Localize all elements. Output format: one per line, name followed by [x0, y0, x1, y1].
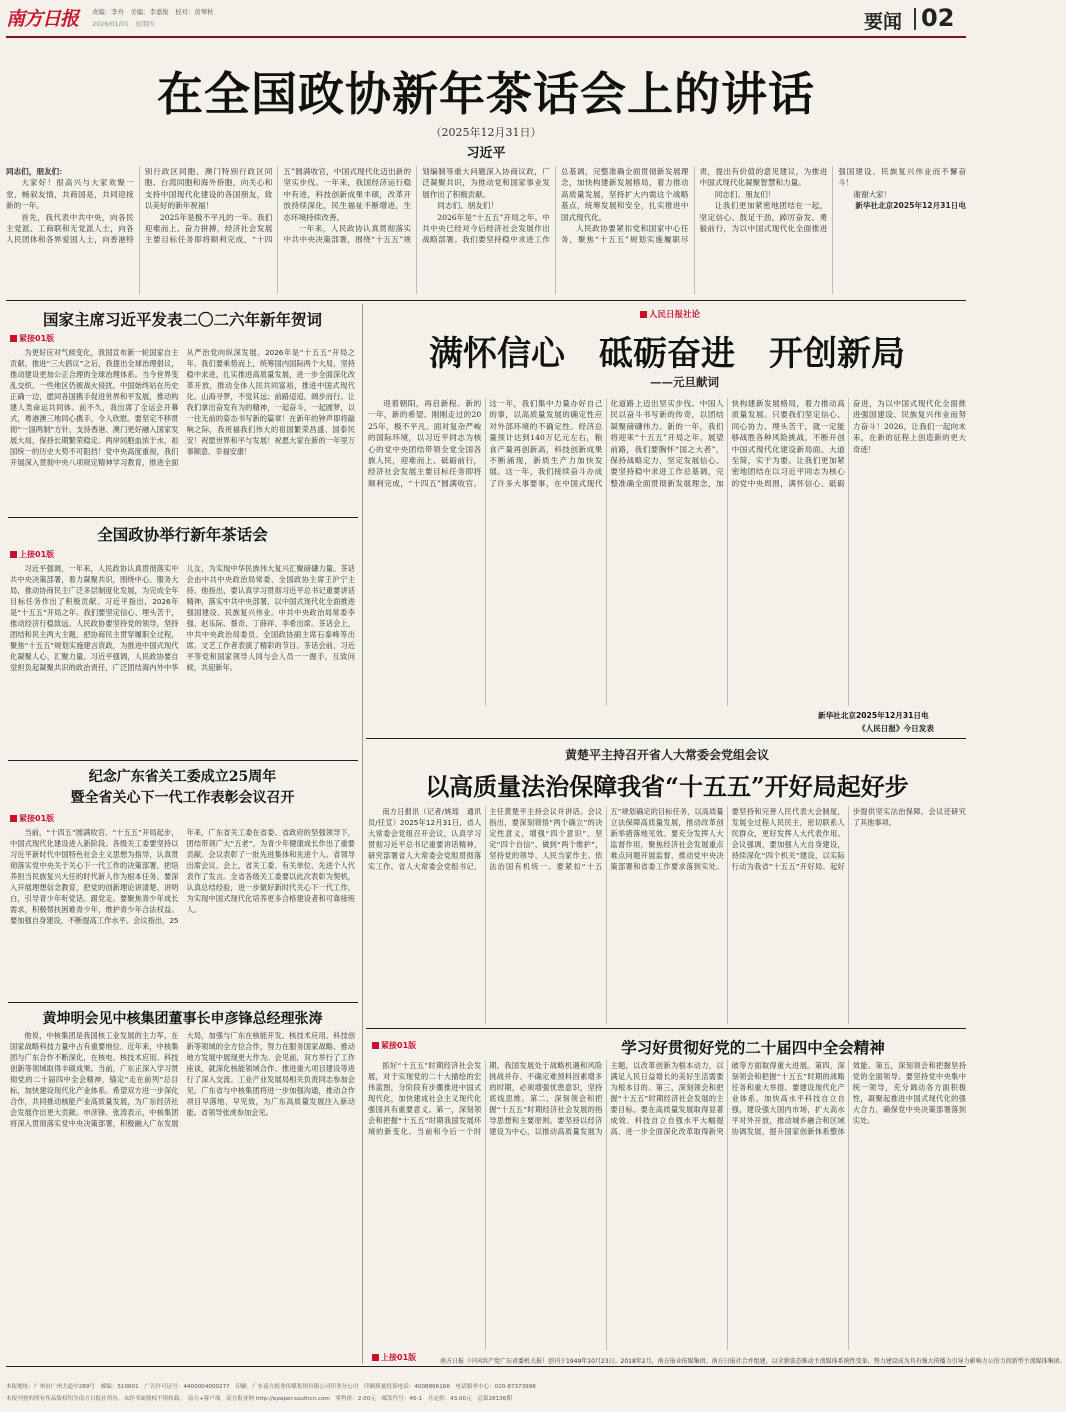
footer-line2: 本报刊登的所有作品版权均为南方日报社所有，未经书面授权不得转载。 南方+客户端 南方报业网 http://epaper.southcn.com 零售价：2.00元 邮发代号：45-1 月定价：43.00元 总第28136期: [6, 1396, 512, 1402]
story-tea-party-body: 习近平强调，一年来，人民政协认真贯彻落实中共中央决策部署，着力凝聚共识，围绕中心、服务大局，推动协商民主广泛多层制度化发展，为完成全年目标任务作出了积极贡献。习近平指出，2026年是“十五五”开局之年。我们要坚定信心、埋头苦干，推动经济行稳致远。人民政协要坚持党的领导，坚持团结和民主两大主题，把协商民主贯穿履职全过程，聚焦“十五五”规划实施建言资政，为推进中国式现代化凝聚人心、汇聚力量。习近平强调，人民政协要自觉担负起凝聚共识的政治责任，广泛团结海内外中华儿女，为实现中华民族伟大复兴汇聚磅礴力量。茶话会由中共中央政治局常委、全国政协主席王沪宁主持。他指出，要认真学习贯彻习近平总书记重要讲话精神，落实中共中央部署，以中国式现代化全面推进强国建设、民族复兴伟业。中共中央政治局常委李强、赵乐际、蔡奇、丁薛祥、李希出席。茶话会上，中共中央政治局委员、全国政协副主席石泰峰等出席。文艺工作者表演了精彩的节目。茶话会前，习近平等党和国家领导人同与会人员一一握手，互致问候，共迎新年。: [10, 564, 355, 672]
lead-paragraph: 一年来，人民政协认真贯彻落实中共中央决策部署，围绕“十五五”规划编制等重大问题深入协商议政，广泛凝聚共识，为推动党和国家事业发展作出了积极贡献。: [283, 167, 550, 245]
tag-square-icon: [372, 1354, 379, 1361]
footer-line1: 本报地址：广州市广州大道中289号 邮编：510601 广告许可证号：4400004000277 印刷：广东南方报业传媒集团有限公司印务分公司 印刷质量投诉电话：4008866166 电话服务中心：020-87373998: [6, 1384, 536, 1390]
jump-tag: 紧接01版: [10, 813, 54, 824]
tag-square-icon: [10, 551, 17, 558]
lead-body: [6, 166, 966, 294]
tag-square-icon: [640, 311, 647, 318]
lead-bottom-rule: [6, 300, 966, 301]
story-divider: [8, 1002, 358, 1003]
editorial-source-tag: 人民日报社论: [640, 308, 700, 320]
masthead-date: 2026/01/01 星期四: [92, 20, 155, 28]
editorial-body: 迎着朝阳，再启新程。新的一年，新的希望。刚刚走过的2025年，极不平凡。面对复杂严峻的国际环境，以习近平同志为核心的党中央团结带领全党全国各族人民，迎难而上、砥砺前行，经济社会发展主要目标任务即将顺利完成，“十四五”圆满收官。这一年，我们集中力量办好自己的事，以高质量发展的确定性应对外部环境的不确定性。经济总量预计达到140万亿元左右，粮食产量再创新高，科技创新成果不断涌现，新质生产力加快发展。这一年，我们接续奋斗办成了许多大事要事，在中国式现代化道路上迈出坚实步伐。中国人民以奋斗书写新的传奇，以团结凝聚磅礴伟力。新的一年，我们将迎来“十五五”开局之年。展望前路，我们要胸怀“国之大者”，保持战略定力，坚定发展信心。要坚持稳中求进工作总基调，完整准确全面贯彻新发展理念，加快构建新发展格局，着力推动高质量发展。只要我们坚定信心、同心协力、埋头苦干，就一定能够战胜各种风险挑战，不断开创中国式现代化建设新局面。大道至简，实干为要。让我们更加紧密地团结在以习近平同志为核心的党中央周围，满怀信心、砥砺奋进，为以中国式现代化全面推进强国建设、民族复兴伟业而努力奋斗！2026，让我们一起向未来，在新的征程上创造新的更大奇迹！: [368, 399, 966, 488]
legal-body: 南方日报讯（记者/姚瑶 通讯员/任宣）2025年12月31日，省人大常委会党组召开会议，认真学习贯彻习近平总书记重要讲话精神，研究部署省人大常委会党组贯彻落实工作。省人大常委会党组书记、主任黄楚平主持会议并讲话。会议指出，要深刻领悟“两个确立”的决定性意义，增强“四个意识”、坚定“四个自信”、做到“两个维护”，坚持党的领导、人民当家作主、依法治国有机统一。要紧扣“十五五”规划确定的目标任务，以高质量立法保障高质量发展，推动改革创新举措落地见效。要充分发挥人大监督作用，聚焦经济社会发展重点难点问题开展监督，推动党中央决策部署和省委工作要求落到实处。要坚持和完善人民代表大会制度，发展全过程人民民主，密切联系人民群众，更好发挥人大代表作用。会议强调，要加强人大自身建设，持续深化“四个机关”建设，以实际行动为我省“十五五”开好局、起好步提供坚实法治保障。会议还研究了其他事项。: [368, 807, 966, 871]
jump-tag: 紧接01版: [372, 1040, 416, 1051]
story-newyear-speech-body: 为更好应对气候变化，我国宣布新一轮国家自主贡献。推进“三大倡议”之后，我提出全球治理倡议，推动建设更加公正合理的全球治理体系。当今世界变乱交织，一些地区仍被战火侵扰。中国始终站在历史正确一边，愿同各国携手促进世界和平发展，推动构建人类命运共同体。前不久，我出席了全运会开幕式，粤港澳三地同心携手，令人欣慰。要坚定不移贯彻“一国两制”方针，支持香港、澳门更好融入国家发展大局，保持长期繁荣稳定。两岸同胞血浓于水，祖国统一的历史大势不可阻挡！党中央高度重视，我们开展深入贯彻中央八项规定精神学习教育，推进全面从严治党向纵深发展。2026年是“十五五”开局之年。我们要乘势而上，统筹国内国际两个大局，坚持稳中求进，扎实推进高质量发展，进一步全面深化改革开放，推动全体人民共同富裕，推进中国式现代化。山海寻梦，不觉其远；前路迢迢，阔步而行。让我们拿出奋发有为的精神，一起奋斗，一起圆梦，以一往无前的姿态书写新的篇章！在新年的钟声即将敲响之际，我祝福我们伟大的祖国繁荣昌盛、国泰民安！祝愿世界和平与发展！祝愿大家在新的一年里万事顺意、幸福安康！: [10, 348, 355, 467]
lead-paragraph: 人民政协要紧扣党和国家中心任务，聚焦“十五五”规划实施履职尽责，提出有价值的意见建议，为推进中国式现代化凝聚智慧和力量。: [560, 167, 828, 245]
story-newyear-speech-title: 国家主席习近平发表二〇二六年新年贺词: [42, 310, 322, 329]
editorial-credit: 《人民日报》今日发表: [858, 724, 934, 733]
lead-dateline: 新华社北京2025年12月31日电: [855, 201, 966, 211]
footer-rule: [6, 1366, 966, 1367]
masthead-rule: [6, 36, 966, 38]
left-column-divider: [362, 304, 363, 1364]
masthead-editors: 责编：李舟 美编：李嘉俊 校对：黄琴秋: [92, 8, 214, 16]
legal-kicker: 黄楚平主持召开省人大常委会党组会议: [564, 748, 769, 762]
jump-tag: 紧接01版: [10, 333, 54, 344]
lead-paragraph: 2026年是“十五五”开局之年。中共中央已经对今后经济社会发展作出战略部署。我们要坚持稳中求进工作总基调，完整准确全面贯彻新发展理念，加快构建新发展格局，着力推动高质量发展，坚持扩大内需这个战略基点，统筹发展和安全，扎实推进中国式现代化。: [422, 167, 689, 245]
lead-paragraph: 让我们更加紧密地团结在一起，坚定信心、鼓足干劲，踔厉奋发、勇毅前行，为以中国式现代化全面推进强国建设、民族复兴伟业而不懈奋斗！: [699, 167, 966, 234]
section-title: 要闻: [864, 11, 903, 33]
story-guangong-title-line2: 暨全省关心下一代工作表彰会议召开: [70, 790, 295, 806]
lead-paragraph: 同志们、朋友们！: [714, 189, 776, 199]
story-cnnc-title: 黄坤明会见中核集团董事长申彦锋总经理张涛: [42, 1011, 323, 1027]
section-divider: [914, 8, 916, 30]
story-guangong-title-line1: 纪念广东省关工委成立25周年: [88, 769, 277, 785]
lead-paragraph: 首先，我代表中共中央，向各民主党派、工商联和无党派人士，向各人民团体和各界爱国人士，向香港特别行政区同胞、澳门特别行政区同胞、台湾同胞和海外侨胞，向关心和支持中国现代化建设的各国朋友，致以美好的新年祝福！: [6, 167, 273, 245]
story-divider: [8, 517, 358, 518]
lead-paragraph: 同志们、朋友们！: [437, 201, 499, 211]
masthead-logo: 南方日报: [6, 8, 79, 30]
lead-date-line: （2025年12月31日）: [430, 126, 542, 139]
study-title: 学习好贯彻好党的二十届四中全会精神: [621, 1038, 885, 1057]
editorial-bottom-rule: [366, 738, 966, 739]
legal-title: 以高质量法治保障我省“十五五”开好局起好步: [425, 772, 909, 801]
tag-square-icon: [10, 335, 17, 342]
lead-paragraph: 大家好！很高兴与大家欢聚一堂，畅叙友情，共商国是，共同迎接新的一年。: [6, 178, 134, 211]
story-divider: [8, 760, 358, 761]
jump-tag: 上接01版: [372, 1352, 416, 1363]
footer-banner: 南方日报（中国共产党广东省委机关报）创刊于1949年10月23日。2018年2月，南方报业传媒集团、南方日报社合并组建，以全新姿态推动主流媒体系统性变革，努力建设成为具有强大传播力引导力影响力公信力的新型主流媒体集团。: [440, 1358, 1066, 1365]
lead-title: 在全国政协新年茶话会上的讲话: [157, 67, 815, 121]
story-guangong-body: 当前，“十四五”圆满收官、“十五五”开局起步，中国式现代化建设进入新阶段。各级关工委要坚持以习近平新时代中国特色社会主义思想为指导，认真贯彻落实党中央关于关心下一代工作的决策部署，把培养担当民族复兴大任的时代新人作为根本任务。要深入开展理想信念教育，把党的创新理论讲清楚、讲明白，引导青少年听党话、跟党走。要聚焦青少年成长需求，积极帮扶困难青少年，维护青少年合法权益。要加强自身建设，不断提高工作水平。会议指出，25年来，广东省关工委在省委、省政府的坚强领导下，团结带领广大“五老”，为青少年健康成长作出了重要贡献。会议表彰了一批先进集体和先进个人。省领导出席会议。会上，省关工委、有关单位、先进个人代表作了发言。全省各级关工委要以此次表彰为契机，认真总结经验，进一步做好新时代关心下一代工作，为实现中国式现代化培养更多合格建设者和可靠接班人。: [10, 828, 355, 925]
editorial-dateline: 新华社北京2025年12月31日电: [818, 711, 929, 720]
lead-paragraph: 谢谢大家！: [853, 189, 892, 199]
story-tea-party-title: 全国政协举行新年茶话会: [97, 525, 268, 544]
legal-bottom-rule: [366, 1028, 966, 1029]
lead-paragraph: 同志们，朋友们：: [6, 167, 67, 176]
page-number: 02: [921, 4, 955, 32]
study-body: 抓好“十五五”时期经济社会发展，对于实现党的二十大描绘的宏伟蓝图，分阶段有步骤推进中国式现代化，加快建成社会主义现代化强国具有重要意义。第一，深刻领会和把握“十五五”时期我国发展环境的新变化。当前和今后一个时期，我国发展处于战略机遇和风险挑战并存、不确定难预料因素增多的时期，必须增强忧患意识，坚持底线思维。第二，深刻领会和把握“十五五”时期经济社会发展的指导思想和主要原则。要坚持以经济建设为中心，以推动高质量发展为主题，以改革创新为根本动力，以满足人民日益增长的美好生活需要为根本目的。第三，深刻领会和把握“十五五”时期经济社会发展的主要目标。要在高质量发展取得显著成效、科技自立自强水平大幅提高、进一步全面深化改革取得新突破等方面取得重大进展。第四，深刻领会和把握“十五五”时期的战略任务和重大举措。要建设现代化产业体系，加快高水平科技自立自强，建设强大国内市场，扩大高水平对外开放，推动城乡融合和区域协调发展，提升国家创新体系整体效能。第五，深刻领会和把握坚持党的全面领导。要坚持党中央集中统一领导，充分调动各方面积极性，凝聚起推进中国式现代化的强大合力，确保党中央决策部署落到实处。: [368, 1061, 966, 1136]
tag-square-icon: [10, 815, 17, 822]
tag-square-icon: [372, 1042, 379, 1049]
editorial-title: 满怀信心 砥砺奋进 开创新局: [429, 334, 905, 374]
editorial-subtitle: ——元旦献词: [650, 375, 719, 389]
lead-paragraph: 2025年是极不平凡的一年。我们迎难而上、奋力拼搏，经济社会发展主要目标任务即将顺利完成，“十四五”圆满收官，中国式现代化迈出新的坚实步伐。一年来，我国经济运行稳中有进，科技创新成果丰硕，改革开放持续深化，民生福祉不断增进，生态环境持续改善。: [144, 167, 412, 245]
jump-tag: 上接01版: [10, 549, 54, 560]
lead-author: 习近平: [466, 146, 506, 161]
story-cnnc-body: 他说，中核集团是我国核工业发展的主力军，在国家战略科技力量中占有重要地位。近年来，中核集团与广东合作不断深化，在核电、核技术应用、科技创新等领域取得丰硕成果。当前，广东正深入学习贯彻党的二十届四中全会精神，锚定“走在前列”总目标，加快建设现代化产业体系。希望双方进一步深化合作，共同推动核能产业高质量发展，为广东经济社会发展作出更大贡献。申彦锋、张涛表示，中核集团将深入贯彻落实党中央决策部署，积极融入广东发展大局，加强与广东在核能开发、核技术应用、科技创新等领域的全方位合作，努力在服务国家战略、推动地方发展中展现更大作为。会见前，双方举行了工作座谈，就深化核能领域合作、推进重大项目建设等进行了深入交流。工业产业发展局相关负责同志参加会见。广东省与中核集团将进一步加强沟通，推动合作项目早落地、早见效，为广东高质量发展注入新动能。省领导张虎参加会见。: [10, 1031, 355, 1128]
